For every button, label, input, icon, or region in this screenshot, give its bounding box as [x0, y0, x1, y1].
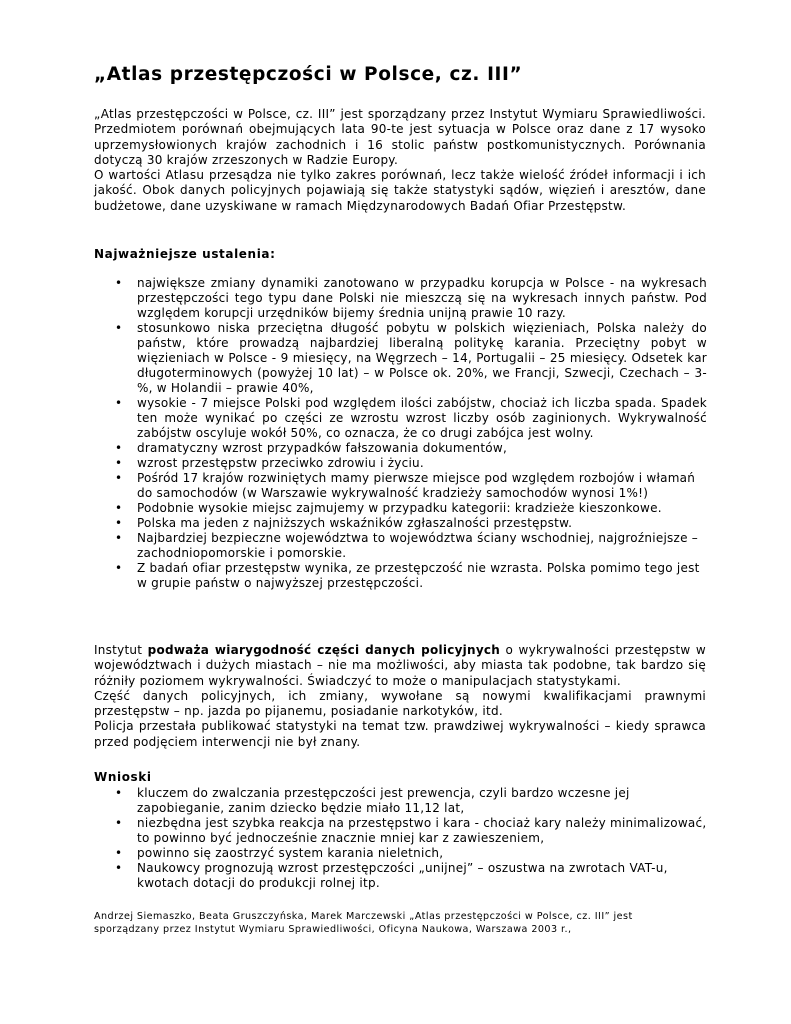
institute-paragraph-2: Część danych policyjnych, ich zmiany, wywołane są nowymi kwalifikacjami prawnymi przestępstw – np. jazda po pijanemu, posiadanie narkotyków, itd.: [94, 688, 706, 719]
list-item: • Polska ma jeden z najniższych wskaźników zgłaszalności przestępstw.: [115, 516, 573, 530]
bullet-icon: •: [115, 516, 123, 530]
bullet-icon: •: [115, 561, 123, 575]
bullet-icon: •: [115, 846, 123, 860]
institute-emphasis: podważa wiarygodność części danych policyjnych: [147, 643, 501, 657]
list-item: • dramatyczny wzrost przypadków fałszowania dokumentów,: [115, 441, 508, 455]
intro-section: [94, 107, 706, 214]
list-item: • Naukowcy prognozują wzrost przestępczości „unijnej” – oszustwa na zwrotach VAT-u, kwotach dotacji do produkcji rolnej itp.: [115, 861, 668, 890]
list-item: • powinno się zaostrzyć system karania nieletnich,: [115, 846, 444, 860]
conclusions-list: [115, 786, 707, 891]
bullet-icon: •: [115, 456, 123, 470]
institute-paragraph-1: Instytut podważa wiarygodność części danych policyjnych o wykrywalności przestępstw w województwach i dużych miastach – nie ma możliwości, aby miasta tak podobne, tak bardzo się różniły poziomem wykrywalności. Świadczyć to może o manipulacjach statystykami.: [94, 643, 706, 688]
bullet-icon: •: [115, 396, 123, 410]
list-item: • niezbędna jest szybka reakcja na przestępstwo i kara - chociaż kary należy minimalizować, to powinno być jednocześnie znacznie mniej kar z zawieszeniem,: [115, 816, 707, 845]
list-item: • wysokie - 7 miejsce Polski pod względem ilości zabójstw, chociaż ich liczba spada. Spadek ten może wynikać po części ze wzrostu wzrost liczby osób zaginionych. Wykrywalność zabójstw oscyluje wokół 50%, co oznacza, że co drugi zabójca jest wolny.: [115, 396, 707, 440]
list-item: • kluczem do zwalczania przestępczości jest prewencja, czyli bardzo wczesne jej zapobieganie, zanim dziecko będzie miało 11,12 lat,: [115, 786, 630, 815]
institute-paragraph-3: Policja przestała publikować statystyki na temat tzw. prawdziwej wykrywalności – kiedy sprawca przed podjęciem interwencji nie był znany.: [94, 719, 706, 749]
list-item: • stosunkowo niska przeciętna długość pobytu w polskich więzieniach, Polska należy do państw, które prowadzą najbardziej liberalną politykę karania. Przeciętny pobyt w więzieniach w Polsce - 9 miesięcy, na Węgrzech – 14, Portugalii – 25 miesięcy. Odsetek kar długoterminowych (powyżej 10 lat) – w Polsce ok. 20%, we Francji, Szwecji, Czechach – 3-%, w Holandii – prawie 40%,: [115, 321, 707, 395]
bullet-icon: •: [115, 861, 123, 875]
conclusions-heading: Wnioski: [94, 770, 152, 784]
bullet-icon: •: [115, 531, 123, 545]
list-item: • największe zmiany dynamiki zanotowano w przypadku korupcja w Polsce - na wykresach przestępczości tego typu dane Polski nie mieszczą się na wykresach innych państw. Pod względem korupcji urzędników bijemy średnia unijną prawie 10 razy.: [115, 276, 707, 320]
page-title: „Atlas przestępczości w Polsce, cz. III”: [94, 64, 523, 85]
intro-paragraph-2: O wartości Atlasu przesądza nie tylko zakres porównań, lecz także wielość źródeł informacji i ich jakość. Obok danych policyjnych pojawiają się także statystyki sądów, więzień i aresztów, dane budżetowe, dane uzyskiwane w ramach Międzynarodowych Badań Ofiar Przestępstw.: [94, 168, 706, 213]
bullet-icon: •: [115, 321, 123, 335]
bullet-icon: •: [115, 441, 123, 455]
list-item: • Pośród 17 krajów rozwiniętych mamy pierwsze miejsce pod względem rozbojów i włamań do samochodów (w Warszawie wykrywalność kradzieży samochodów wynosi 1%!): [115, 471, 696, 500]
bullet-icon: •: [115, 276, 123, 290]
list-item: • wzrost przestępstw przeciwko zdrowiu i życiu.: [115, 456, 424, 470]
intro-paragraph-1: „Atlas przestępczości w Polsce, cz. III” jest sporządzany przez Instytut Wymiaru Sprawiedliwości. Przedmiotem porównań obejmujących lata 90-te jest sytuacja w Polsce oraz dane z 17 wysoko uprzemysłowionych krajów zachodnich i 16 stolic państw postkomunistycznych. Porównania dotyczą 30 krajów zrzeszonych w Radzie Europy.: [94, 107, 706, 167]
list-item: • Najbardziej bezpieczne województwa to województwa ściany wschodniej, najgroźniejsze – zachodniopomorskie i pomorskie.: [115, 531, 699, 560]
bullet-icon: •: [115, 471, 123, 485]
bullet-icon: •: [115, 816, 123, 830]
institute-section: [94, 643, 706, 750]
bullet-icon: •: [115, 501, 123, 515]
source-footnote: Andrzej Siemaszko, Beata Gruszczyńska, Marek Marczewski „Atlas przestępczości w Polsce, cz. III” jest sporządzany przez Instytut Wymiaru Sprawiedliwości, Oficyna Naukowa, Warszawa 2003 r.,: [94, 911, 633, 935]
findings-heading: Najważniejsze ustalenia:: [94, 247, 276, 261]
list-item: • Podobnie wysokie miejsc zajmujemy w przypadku kategorii: kradzieże kieszonkowe.: [115, 501, 662, 515]
findings-list: [115, 276, 707, 591]
list-item: • Z badań ofiar przestępstw wynika, ze przestępczość nie wzrasta. Polska pomimo tego jest w grupie państw o najwyższej przestępczości.: [115, 561, 700, 590]
bullet-icon: •: [115, 786, 123, 800]
